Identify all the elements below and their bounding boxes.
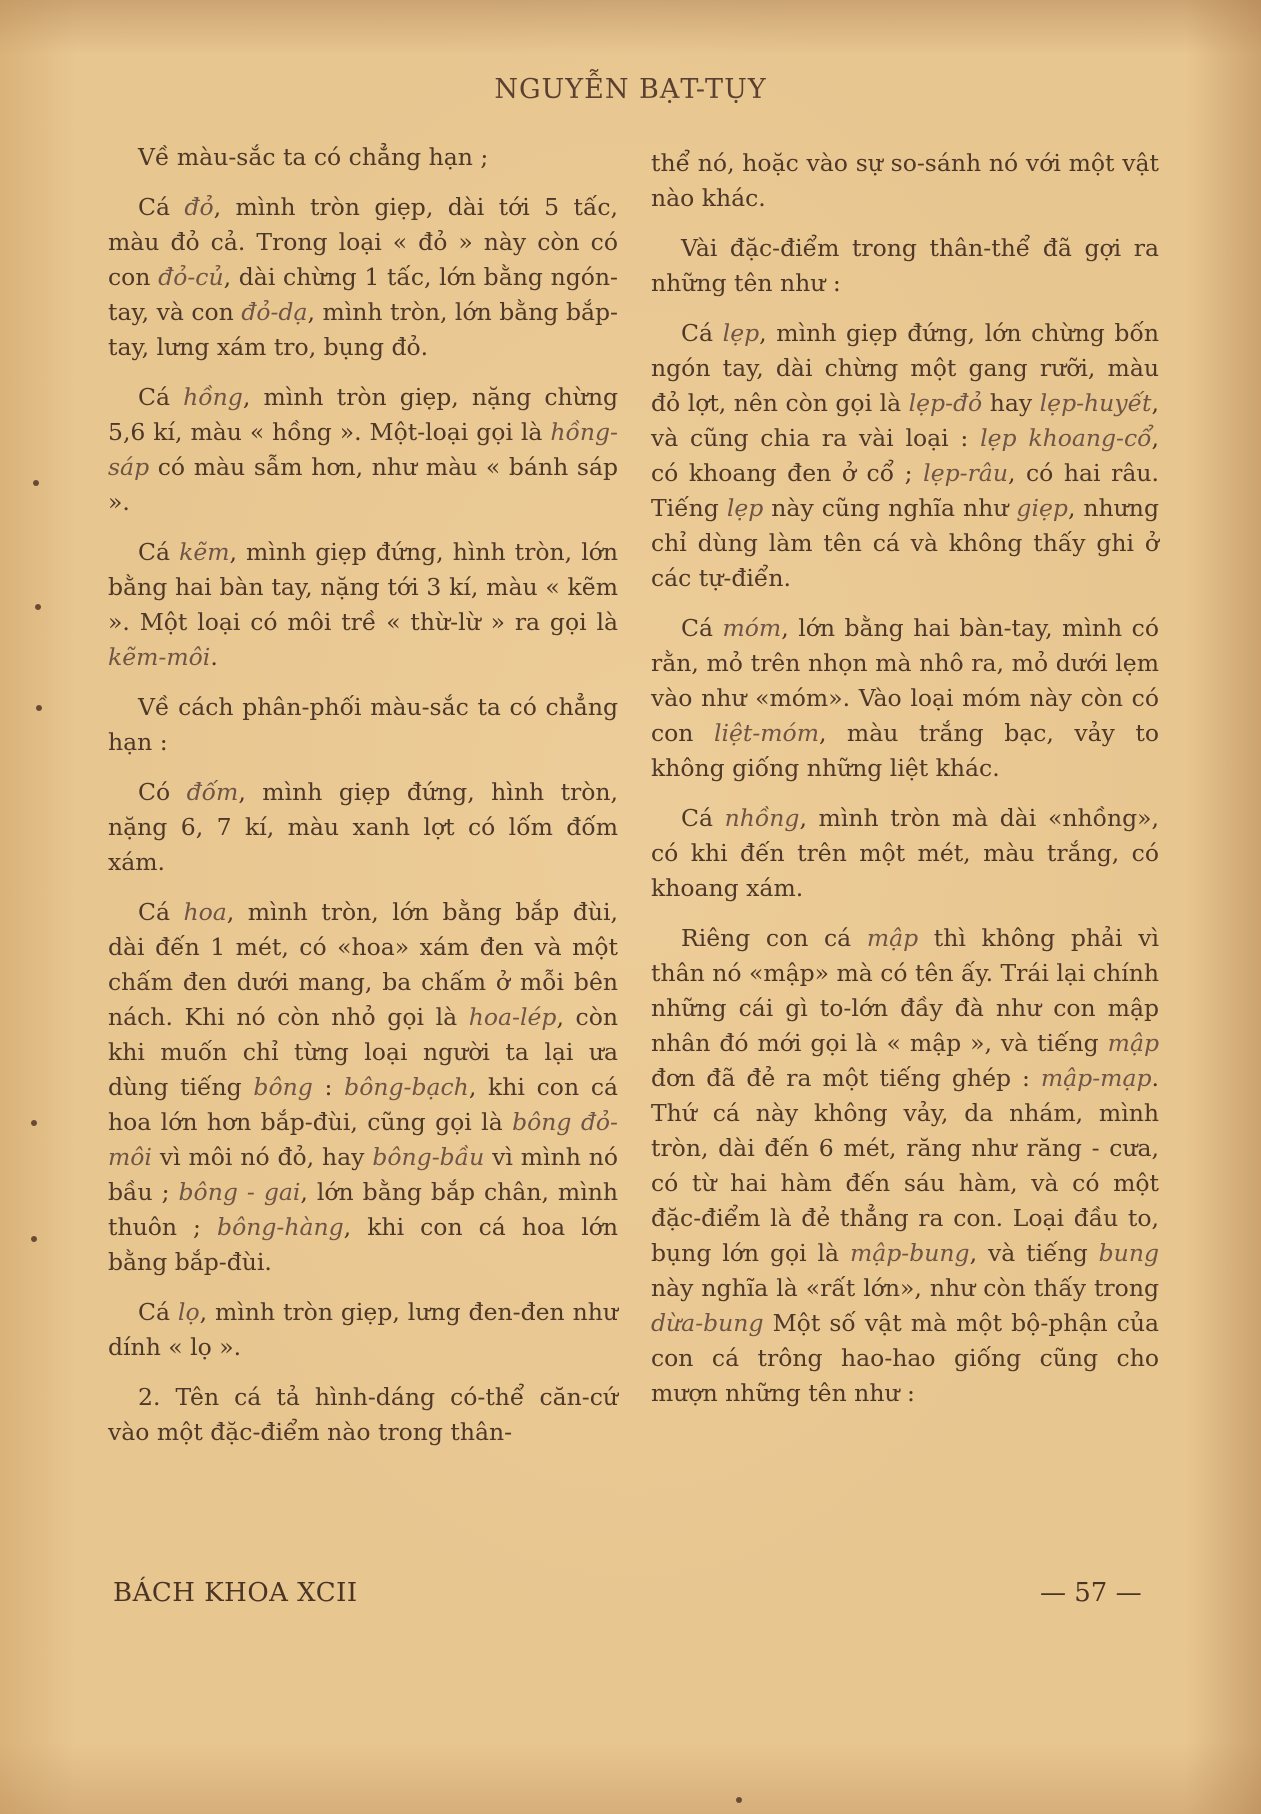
text-run: , còn khi muốn chỉ từng loại người ta lại ưa dùng tiếng (108, 1003, 618, 1101)
text-run: , khi con cá hoa lớn bằng bắp-đùi. (108, 1213, 619, 1276)
page-number: — 57 — (1040, 1578, 1142, 1608)
fish-name-term: bung (1098, 1239, 1159, 1267)
text-run: , và cũng chia ra vài loại : (651, 389, 1159, 452)
fish-name-term: mập (1107, 1029, 1159, 1057)
margin-mark (33, 480, 39, 486)
text-run: , mình tròn giẹp, lưng đen-đen như dính « lọ ». (108, 1298, 618, 1361)
fish-name-term: bông-hàng (217, 1213, 344, 1241)
fish-name-term: kẽm (179, 538, 230, 566)
text-run: , dài chừng 1 tấc, lớn bằng ngón-tay, và con (108, 263, 618, 326)
margin-mark (736, 1797, 742, 1803)
text-run: này nghĩa là «rất lớn», như còn thấy trong (651, 1274, 1159, 1302)
fish-name-term: mập (866, 924, 919, 952)
text-run: , mình tròn, lớn bằng bắp-tay, lưng xám tro, bụng đỏ. (108, 298, 618, 361)
paragraph-text: Về màu-sắc ta có chẳng hạn ; (138, 143, 489, 171)
fish-name-term: lẹp (726, 494, 764, 522)
fish-name-term: hồng-sáp (108, 418, 618, 481)
text-run: , lớn bằng hai bàn-tay, mình có rằn, mỏ trên nhọn mà nhô ra, mỏ dưới lẹm vào như «móm». Vào loại móm này còn có con (651, 614, 1159, 747)
fish-name-term: bông - gai (178, 1178, 301, 1206)
fish-name-term: hồng (183, 383, 243, 411)
paragraph (108, 1295, 618, 1365)
paragraph (108, 140, 618, 175)
text-run: , khi con cá hoa lớn hơn bắp-đùi, cũng gọi là (108, 1073, 618, 1136)
text-run: Riêng con cá (681, 924, 867, 952)
text-run: , mình giẹp đứng, lớn chừng bốn ngón tay, dài chừng một gang rưỡi, màu đỏ lợt, nên còn gọi là (651, 319, 1159, 417)
paragraph (108, 895, 618, 1280)
margin-mark (31, 1236, 37, 1242)
fish-name-term: kẽm-môi (108, 643, 211, 671)
fish-name-term: đỏ (184, 193, 214, 221)
paragraph (108, 380, 618, 520)
fish-name-term: đỏ-dạ (241, 298, 308, 326)
left-column (108, 140, 618, 1465)
fish-name-term: hoa-lép (468, 1003, 557, 1031)
paragraph (651, 611, 1159, 786)
paragraph (651, 146, 1159, 216)
margin-mark (31, 1120, 37, 1126)
text-run: vì môi nó đỏ, hay (151, 1143, 373, 1171)
fish-name-term: móm (722, 614, 782, 642)
fish-name-term: bông (253, 1073, 313, 1101)
fish-name-term: đốm (186, 778, 239, 806)
fish-name-term: lẹp-râu (923, 459, 1008, 487)
margin-mark (36, 705, 42, 711)
fish-name-term: đỏ-củ (158, 263, 224, 291)
margin-mark (35, 604, 41, 610)
text-run: . Thứ cá này không vảy, da nhám, mình tròn, dài đến 6 mét, răng như răng - cưa, có từ hai hàm đến sáu hàm, và có một đặc-điểm là đẻ thẳng ra con. Loại đầu to, bụng lớn gọi là (651, 1064, 1159, 1267)
text-run: Cá (138, 1298, 178, 1326)
text-run: Cá (681, 319, 723, 347)
text-run: Một số vật mà một bộ-phận của con cá trông hao-hao giống cũng cho mượn những tên như : (651, 1309, 1159, 1407)
text-run: đơn đã đẻ ra một tiếng ghép : (651, 1064, 1041, 1092)
fish-name-term: dừa-bung (651, 1309, 764, 1337)
text-run: , màu trắng bạc, vảy to không giống những liệt khác. (651, 719, 1159, 782)
fish-name-term: lẹp-đỏ (908, 389, 983, 417)
paragraph (651, 801, 1159, 906)
text-run: , mình tròn, lớn bằng bắp đùi, dài đến 1 mét, có «hoa» xám đen và một chấm đen dưới mang, ba chấm ở mỗi bên nách. Khi nó còn nhỏ gọi là (108, 898, 618, 1031)
text-run: có màu sẫm hơn, như màu « bánh sáp ». (108, 453, 618, 516)
paragraph-text: Vài đặc-điểm trong thân-thể đã gợi ra những tên như : (651, 234, 1159, 297)
fish-name-term: hoa (183, 898, 227, 926)
text-run: Cá (681, 614, 723, 642)
fish-name-term: liệt-móm (713, 719, 819, 747)
text-run: Có (138, 778, 187, 806)
text-run: Cá (138, 538, 180, 566)
text-run: , có khoang đen ở cổ ; (651, 424, 1159, 487)
text-run: , mình tròn giẹp, dài tới 5 tấc, màu đỏ cả. Trong loại « đỏ » này còn có con (108, 193, 619, 291)
text-run: Cá (138, 383, 184, 411)
running-head-author: NGUYỄN BẠT-TỤY (494, 74, 767, 105)
paragraph (651, 316, 1159, 596)
fish-name-term: giẹp (1016, 494, 1068, 522)
fish-name-term: mập-mạp (1040, 1064, 1152, 1092)
text-run: Cá (681, 804, 725, 832)
text-run: , mình giẹp đứng, hình tròn, lớn bằng hai bàn tay, nặng tới 3 kí, màu « kẽm ». Một loại có môi trề « thừ-lừ » ra gọi là (108, 538, 618, 636)
fish-name-term: nhồng (724, 804, 800, 832)
paragraph-text: 2. Tên cá tả hình-dáng có-thể căn-cứ vào một đặc-điểm nào trong thân- (108, 1383, 618, 1446)
fish-name-term: lẹp (722, 319, 760, 347)
text-run: : (312, 1073, 345, 1101)
text-run: , nhưng chỉ dùng làm tên cá và không thấy ghi ở các tự-điển. (651, 494, 1159, 592)
paragraph (108, 775, 618, 880)
fish-name-term: mập-bung (849, 1239, 970, 1267)
fish-name-term: bông-bầu (372, 1143, 485, 1171)
text-run: Cá (138, 193, 185, 221)
text-run: , và tiếng (969, 1239, 1099, 1267)
paragraph-text: thể nó, hoặc vào sự so-sánh nó với một vật nào khác. (651, 149, 1159, 212)
journal-name: BÁCH KHOA XCII (113, 1578, 358, 1608)
text-run: hay (982, 389, 1040, 417)
text-run: Cá (138, 898, 184, 926)
paragraph (108, 190, 618, 365)
fish-name-term: lẹp-huyết (1039, 389, 1152, 417)
paragraph (651, 231, 1159, 301)
text-run: vì mình nó bầu ; (108, 1143, 618, 1206)
fish-name-term: bông đỏ-môi (108, 1108, 618, 1171)
text-run: . (210, 643, 218, 671)
fish-name-term: bông-bạch (344, 1073, 469, 1101)
paragraph (108, 1380, 618, 1450)
text-run: , mình tròn mà dài «nhồng», có khi đến trên một mét, màu trắng, có khoang xám. (651, 804, 1159, 902)
paragraph (108, 535, 618, 675)
text-run: này cũng nghĩa như (763, 494, 1017, 522)
text-run: , có hai râu. Tiếng (651, 459, 1159, 522)
paragraph (651, 921, 1159, 1411)
text-run: , mình tròn giẹp, nặng chừng 5,6 kí, màu « hồng ». Một-loại gọi là (108, 383, 618, 446)
text-run: , mình giẹp đứng, hình tròn, nặng 6, 7 kí, màu xanh lợt có lốm đốm xám. (108, 778, 618, 876)
paragraph (108, 690, 618, 760)
fish-name-term: lẹp khoang-cổ (980, 424, 1152, 452)
right-column (651, 146, 1159, 1426)
text-run: , lớn bằng bắp chân, mình thuôn ; (108, 1178, 619, 1241)
paragraph-text: Về cách phân-phối màu-sắc ta có chẳng hạn : (108, 693, 618, 756)
text-run: thì không phải vì thân nó «mập» mà có tên ấy. Trái lại chính những cái gì to-lớn đầy đà như con mập nhân đó mới gọi là « mập », và tiếng (651, 924, 1160, 1057)
fish-name-term: lọ (177, 1298, 200, 1326)
